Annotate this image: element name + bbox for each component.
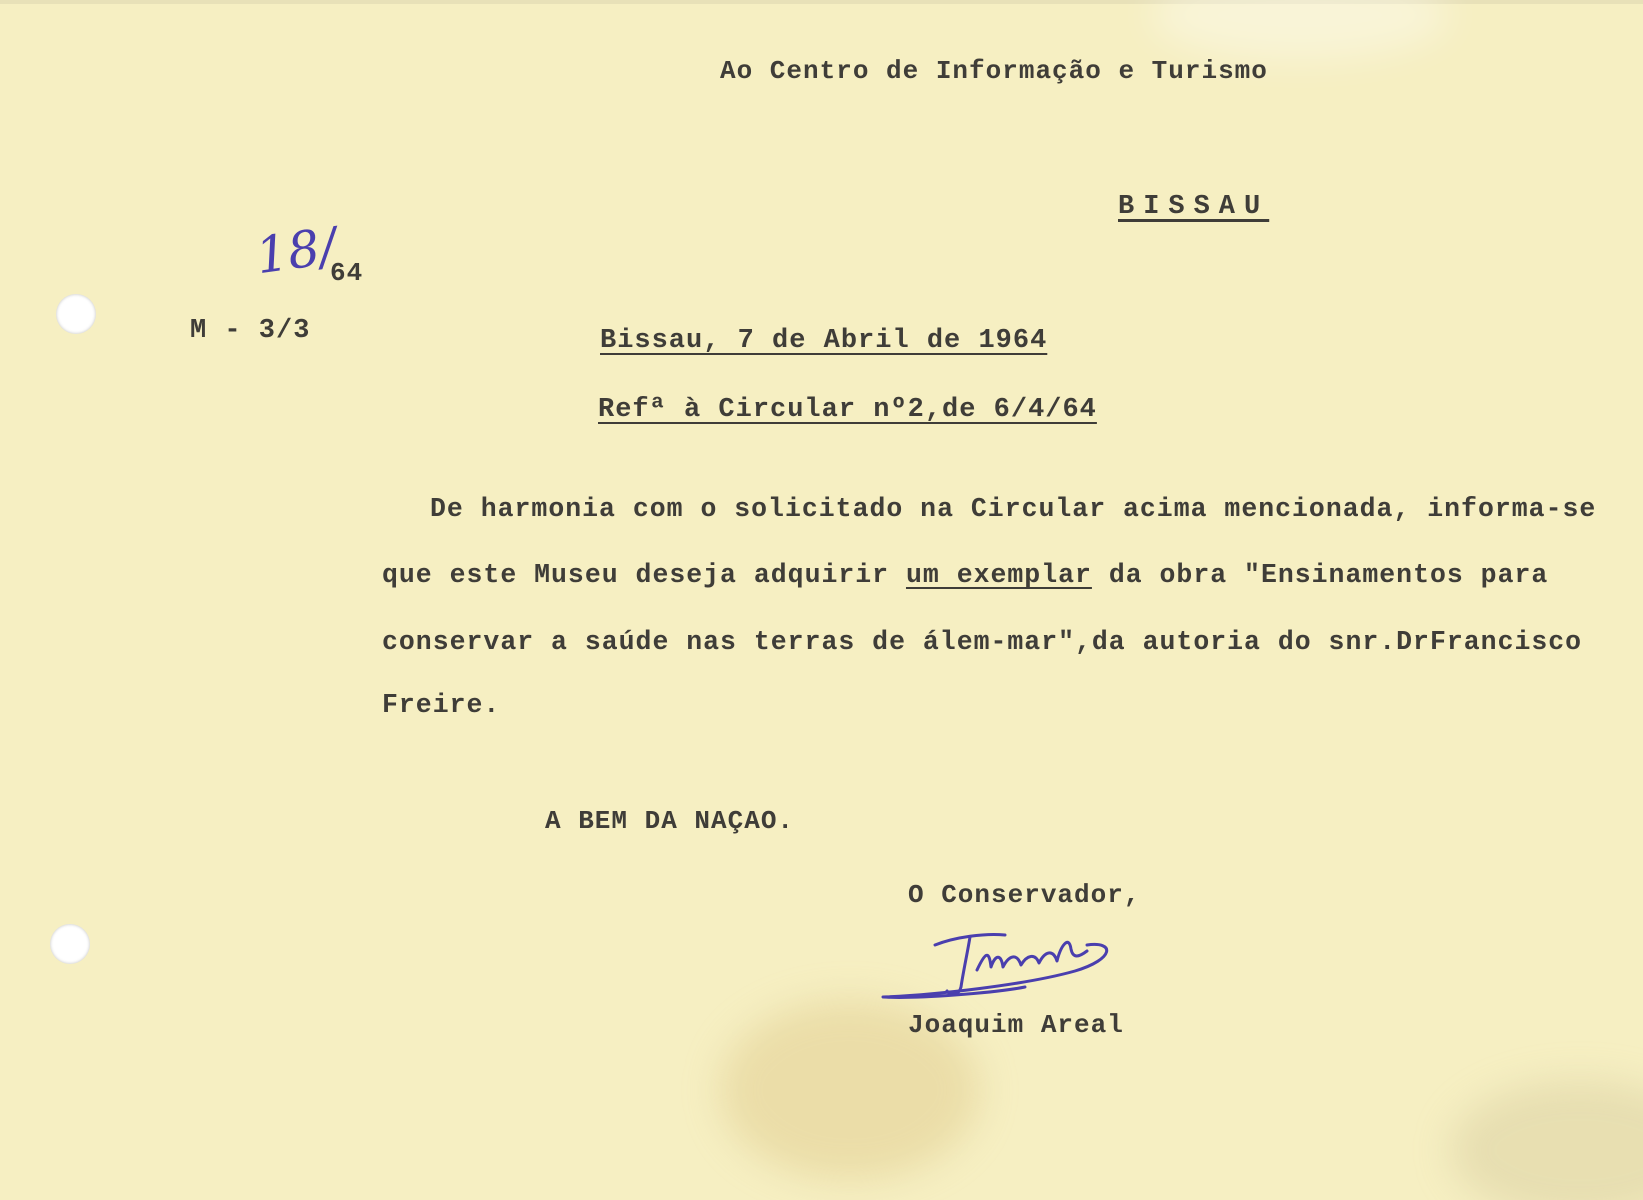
reference-code: M - 3/3 [190,316,311,346]
signer-role: O Conservador, [908,880,1141,910]
paper-stain [1150,0,1450,60]
punch-hole-top [56,294,96,334]
body-line-4: Freire. [382,690,501,720]
body-line-2-end: da obra "Ensinamentos para [1091,560,1549,590]
underlined-phrase: um exemplar [905,560,1092,590]
body-line-3: conservar a saúde nas terras de álem-mar",da autoria do snr.DrFrancisco [382,627,1583,657]
body-line-2-start: que este Museu deseja adquirir [382,560,906,590]
signer-name: Joaquim Areal [908,1010,1124,1040]
handwritten-signature [875,915,1175,1015]
handwritten-process-number: 18/ [252,216,341,286]
addressee-line: Ao Centro de Informação e Turismo [720,56,1268,86]
punch-hole-bottom [50,924,90,964]
date-line: Bissau, 7 de Abril de 1964 [600,326,1048,356]
body-line-1: De harmonia com o solicitado na Circular acima mencionada, informa-se [430,494,1597,524]
addressee-city: BISSAU [1118,192,1270,222]
circular-reference-line: Refª à Circular nº2,de 6/4/64 [598,395,1097,425]
closing-salutation: A BEM DA NAÇAO. [545,806,795,836]
paper-stain [1450,1080,1643,1200]
paper-top-edge [0,0,1643,4]
body-line-2 [382,560,1548,590]
process-year: 64 [330,258,364,288]
